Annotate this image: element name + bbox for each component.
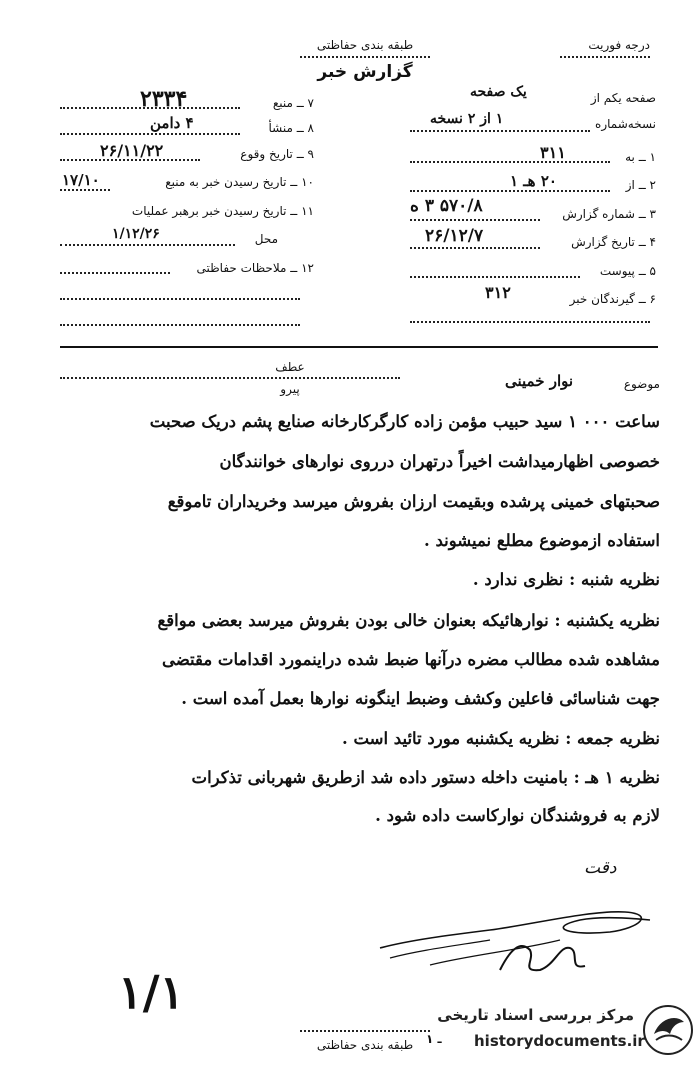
field-line-to xyxy=(410,161,610,163)
field-value-date-to-source: ۱۷/۱۰ xyxy=(62,171,100,189)
classification-top: طبقه بندی حفاظتی xyxy=(316,38,414,52)
field-line-origin xyxy=(60,133,240,135)
field-label-date-to-source: ۱۰ ــ تاریخ رسیدن خبر به منبع xyxy=(165,175,314,189)
field-line-from xyxy=(410,190,610,192)
body-line-7: مشاهده شده مطالب مضره درآنها ضبط شده دراینمورد اقدامات مقتضی xyxy=(161,650,660,669)
field-value-page: یک صفحه xyxy=(470,84,527,100)
signature-note: دقت xyxy=(584,858,617,878)
field-value-report-number: ۵۷۰/۸ ۳ ه xyxy=(410,196,483,216)
field-label-place: محل xyxy=(254,232,278,246)
subject-value: نوار خمینی xyxy=(505,372,574,390)
classification-bottom: طبقه بندی حفاظتی xyxy=(316,1038,414,1052)
header-divider xyxy=(60,346,658,348)
reference-peyro: پیرو xyxy=(280,382,300,396)
field-value-occurrence-date: ۲۶/۱۱/۲۲ xyxy=(100,141,164,160)
field-line-copy-number xyxy=(410,130,590,132)
body-line-1: ساعت ۰۰۰ ۱ سید حبیب مؤمن زاده کارگرکارخانه صنایع پشم دریک صحبت xyxy=(149,412,660,431)
field-value-date-to-leader: ۱/۱۲/۲۶ xyxy=(112,226,160,242)
field-line-security-notes-2 xyxy=(60,298,300,300)
field-value-recipients: ۳۱۲ xyxy=(485,283,511,302)
signature-scribble xyxy=(370,890,670,1000)
field-line-report-date xyxy=(410,247,540,249)
field-value-from: ۲۰ هـ ۱ xyxy=(510,172,557,190)
urgency-label: درجه فوریت xyxy=(588,38,650,52)
watermark-url: historydocuments.ir xyxy=(474,1032,645,1050)
field-label-page: صفحه یکم از xyxy=(590,91,656,105)
watermark-logo-icon xyxy=(642,1004,694,1056)
urgency-line xyxy=(560,56,650,58)
footer-prefix: ـ ۱ xyxy=(426,1032,442,1046)
body-line-5: نظریه شنبه : نظری ندارد . xyxy=(472,570,660,589)
field-line-security-notes-3 xyxy=(60,324,300,326)
field-label-attachment: ۵ ــ پیوست xyxy=(599,264,656,278)
field-line-occurrence-date xyxy=(60,159,200,161)
reference-atf: عطف xyxy=(275,360,305,374)
body-line-10: نظریه ۱ هـ : بامنیت داخله دستور داده شد ازطریق شهربانی تذکرات xyxy=(191,768,660,787)
page-fraction: ۱/۱ xyxy=(118,965,185,1019)
field-label-report-date: ۴ ــ تاریخ گزارش xyxy=(571,235,656,249)
field-label-occurrence-date: ۹ ــ تاریخ وقوع xyxy=(240,147,314,161)
field-line-date-to-source xyxy=(60,189,110,191)
field-label-source: ۷ ــ منبع xyxy=(272,96,314,110)
watermark xyxy=(437,1000,698,1064)
field-label-to: ۱ ــ به xyxy=(625,150,656,164)
field-value-origin: ۴ دامن xyxy=(150,114,194,132)
field-line-report-number xyxy=(410,219,540,221)
field-label-origin: ۸ ــ منشأ xyxy=(268,121,314,135)
field-label-recipients: ۶ ــ گیرندگان خبر xyxy=(569,292,656,306)
body-line-9: نظریه جمعه : نظریه یکشنبه مورد تائید است . xyxy=(341,729,660,748)
field-label-report-number: ۳ ــ شماره گزارش xyxy=(562,207,656,221)
field-value-copy-number: ۱ از ۲ نسخه xyxy=(430,111,504,127)
classification-top-line xyxy=(300,56,430,58)
body-line-4: استفاده ازموضوع مطلع نمیشوند . xyxy=(424,531,660,550)
field-label-security-notes: ۱۲ ــ ملاحظات حفاظتی xyxy=(196,261,314,275)
field-label-date-to-leader: ۱۱ ــ تاریخ رسیدن خبر برهبر عملیات xyxy=(131,204,314,218)
reference-atf-line xyxy=(60,377,400,379)
body-line-3: صحبتهای خمینی پرشده وبقیمت ارزان بفروش میرسد وخریداران تاموقع xyxy=(167,492,660,511)
body-line-6: نظریه یکشنبه : نوارهائیکه بعنوان خالی بودن بفروش میرسد بعضی مواقع xyxy=(157,611,660,630)
field-line-attachment xyxy=(410,276,580,278)
field-value-source: ۲۳۳۴ xyxy=(140,86,188,112)
field-line-recipients xyxy=(410,321,650,323)
field-label-copy-number: نسخه‌شماره xyxy=(595,117,656,131)
body-line-8: جهت شناسائی فاعلین وکشف وضبط اینگونه نوارها بعمل آمده است . xyxy=(181,689,660,708)
form-title: گزارش خبر xyxy=(317,62,413,82)
field-line-place xyxy=(60,244,235,246)
field-value-report-date: ۲۶/۱۲/۷ xyxy=(425,226,484,246)
body-line-2: خصوصی اظهارمیداشت اخیراً درتهران درروی نوارهای خوانندگان xyxy=(219,452,660,471)
field-line-source xyxy=(60,107,240,109)
field-value-to: ۳۱۱ xyxy=(540,143,566,162)
watermark-name: مرکز بررسی اسناد تاریخی xyxy=(437,1006,634,1024)
field-label-from: ۲ ــ از xyxy=(625,178,656,192)
body-line-11: لازم به فروشندگان نوارکاست داده شود . xyxy=(375,806,660,825)
classification-bottom-line xyxy=(300,1030,430,1032)
field-line-security-notes-1 xyxy=(60,272,170,274)
subject-label: موضوع xyxy=(623,377,660,391)
